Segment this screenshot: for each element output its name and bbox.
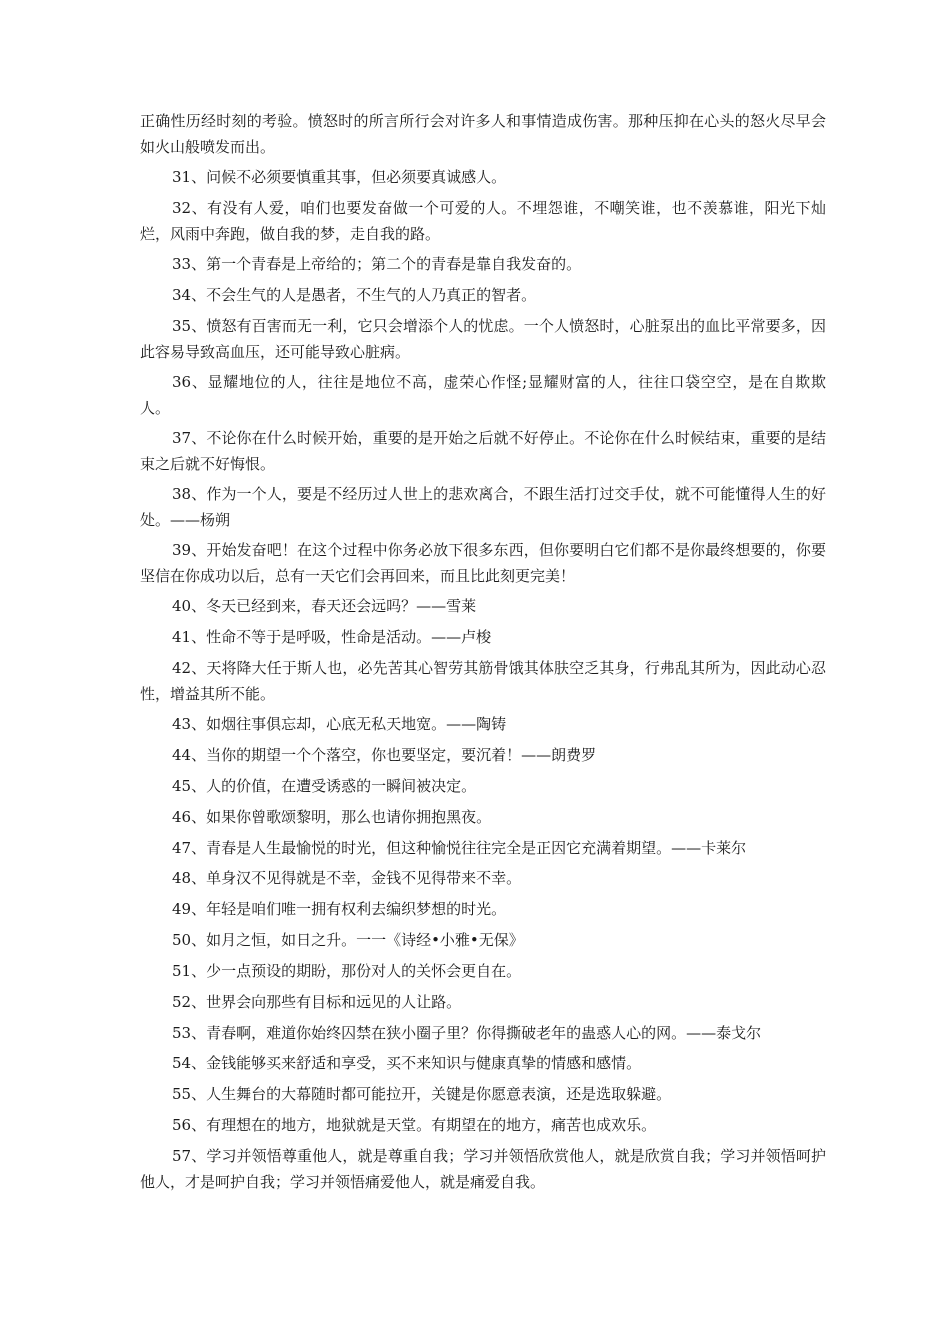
quote-43: 43、如烟往事俱忘却，心底无私天地宽。——陶铸 [172,715,507,733]
quote-36: 36、显耀地位的人，往往是地位不高，虚荣心作怪;显耀财富的人，往往口袋空空，是在自欺欺人。 [140,373,826,417]
quote-44: 44、当你的期望一个个落空，你也要坚定，要沉着！——朗费罗 [172,746,597,764]
quote-38: 38、作为一个人，要是不经历过人世上的悲欢离合，不跟生活打过交手仗，就不可能懂得人生的好处。——杨朔 [140,485,826,529]
quote-46: 46、如果你曾歌颂黎明，那么也请你拥抱黑夜。 [172,808,492,826]
quote-37: 37、不论你在什么时候开始，重要的是开始之后就不好停止。不论你在什么时候结束，重要的是结束之后就不好悔恨。 [140,429,826,473]
quote-53: 53、青春啊，难道你始终囚禁在狭小圈子里？你得撕破老年的蛊惑人心的网。——泰戈尔 [172,1024,762,1042]
quote-34: 34、不会生气的人是愚者，不生气的人乃真正的智者。 [172,286,537,304]
quote-42: 42、天将降大任于斯人也，必先苦其心智劳其筋骨饿其体肤空乏其身，行弗乱其所为，因此动心忍性，增益其所不能。 [140,659,826,703]
quote-40: 40、冬天已经到来，春天还会远吗？——雪莱 [172,597,477,615]
quote-49: 49、年轻是咱们唯一拥有权利去编织梦想的时光。 [172,900,507,918]
quote-57: 57、学习并领悟尊重他人，就是尊重自我；学习并领悟欣赏他人，就是欣赏自我；学习并领悟呵护他人，才是呵护自我；学习并领悟痛爱他人，就是痛爱自我。 [140,1147,826,1191]
quote-48: 48、单身汉不见得就是不幸，金钱不见得带来不幸。 [172,869,522,887]
quote-51: 51、少一点预设的期盼，那份对人的关怀会更自在。 [172,962,522,980]
quote-39: 39、开始发奋吧！在这个过程中你务必放下很多东西，但你要明白它们都不是你最终想要的，你要坚信在你成功以后，总有一天它们会再回来，而且比此刻更完美！ [140,541,826,585]
document-body [140,108,826,1199]
quote-50: 50、如月之恒，如日之升。一一《诗经•小雅•无保》 [172,931,524,949]
quote-52: 52、世界会向那些有目标和远见的人让路。 [172,993,462,1011]
paragraph-continuation: 正确性历经时刻的考验。愤怒时的所言所行会对许多人和事情造成伤害。那种压抑在心头的怒火尽早会如火山般喷发而出。 [140,112,826,156]
quote-33: 33、第一个青春是上帝给的；第二个的青春是靠自我发奋的。 [172,255,582,273]
quote-55: 55、人生舞台的大幕随时都可能拉开，关键是你愿意表演，还是选取躲避。 [172,1085,672,1103]
quote-47: 47、青春是人生最愉悦的时光，但这种愉悦往往完全是正因它充满着期望。——卡莱尔 [172,839,747,857]
quote-41: 41、性命不等于是呼吸，性命是活动。——卢梭 [172,628,492,646]
quote-31: 31、问候不必须要慎重其事，但必须要真诚感人。 [172,168,507,186]
quote-45: 45、人的价值，在遭受诱惑的一瞬间被决定。 [172,777,477,795]
quote-35: 35、愤怒有百害而无一利，它只会增添个人的忧虑。一个人愤怒时，心脏泵出的血比平常要多，因此容易导致高血压，还可能导致心脏病。 [140,317,826,361]
quote-32: 32、有没有人爱，咱们也要发奋做一个可爱的人。不埋怨谁，不嘲笑谁，也不羡慕谁，阳光下灿烂，风雨中奔跑，做自我的梦，走自我的路。 [140,199,826,243]
quote-56: 56、有理想在的地方，地狱就是天堂。有期望在的地方，痛苦也成欢乐。 [172,1116,657,1134]
quote-54: 54、金钱能够买来舒适和享受，买不来知识与健康真挚的情感和感情。 [172,1054,642,1072]
